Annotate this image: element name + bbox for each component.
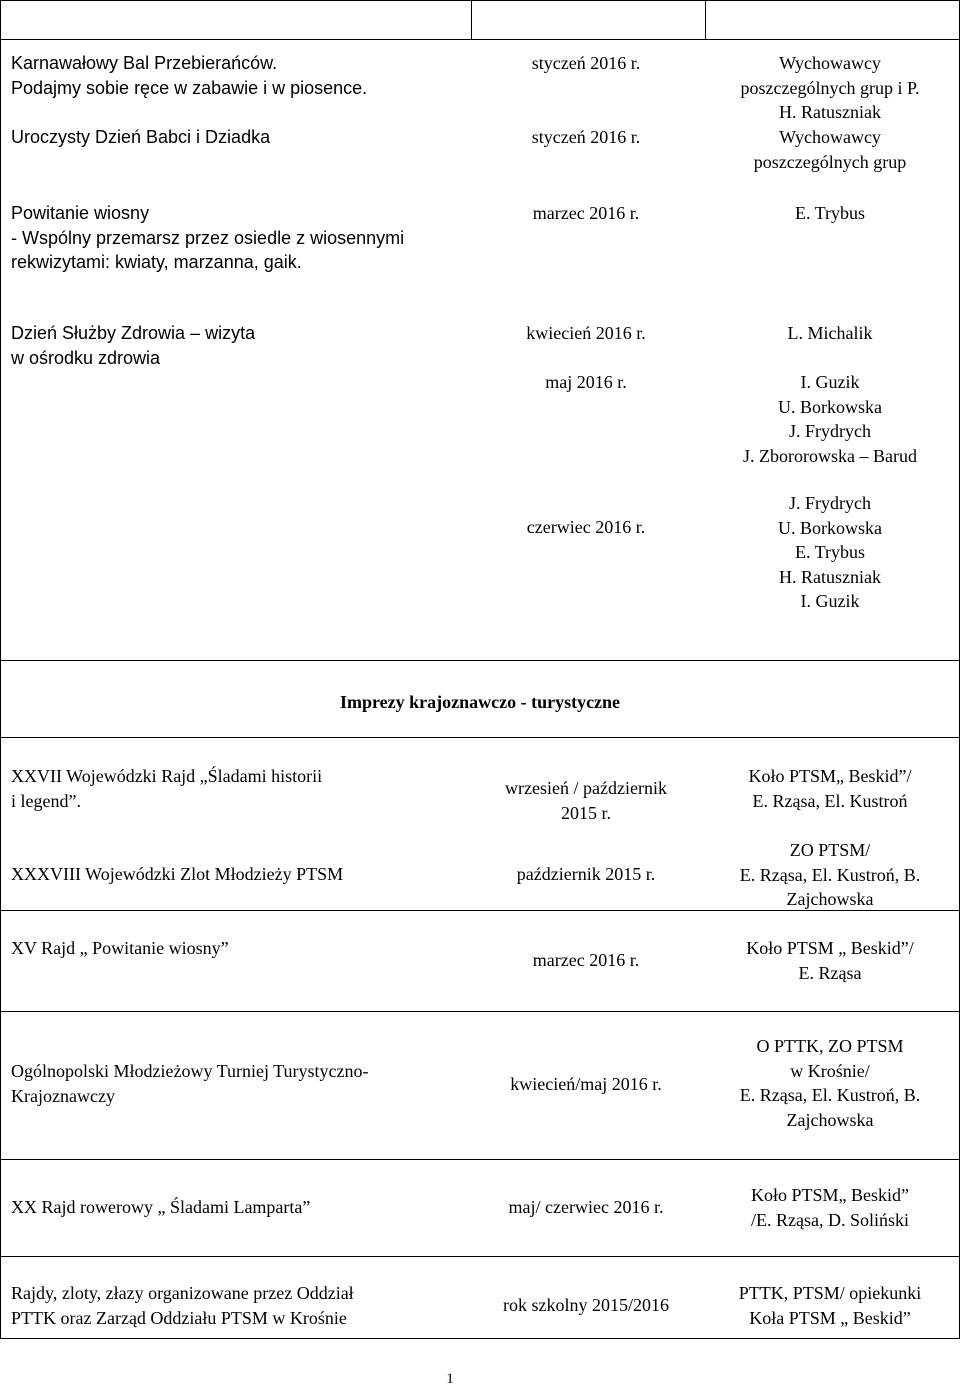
date-cell: styczeń 2016 r. <box>531 127 641 147</box>
date-cell: kwiecień 2016 r. <box>526 323 646 343</box>
column-divider <box>471 0 472 39</box>
event-cell: Uroczysty Dzień Babci i Dziadka <box>11 127 271 147</box>
page-number: 1 <box>446 1371 454 1387</box>
date-cell: czerwiec 2016 r. <box>526 517 646 537</box>
person-cell: Wychowawcy poszczególnych grup i P. H. Ratuszniak <box>740 53 920 122</box>
date-cell: marzec 2016 r. <box>532 950 640 970</box>
event-cell: Dzień Służby Zdrowia – wizyta w ośrodku zdrowia <box>11 323 256 368</box>
row-divider <box>0 1256 960 1257</box>
person-cell: ZO PTSM/ E. Rząsa, El. Kustroń, B. Zajchowska <box>739 840 921 909</box>
row-divider <box>0 1159 960 1160</box>
person-cell: L. Michalik <box>787 323 873 343</box>
column-divider <box>705 0 706 39</box>
date-cell: październik 2015 r. <box>516 864 656 884</box>
row-divider <box>0 39 960 40</box>
table-border-top <box>0 0 960 1</box>
event-cell: Ogólnopolski Młodzieżowy Turniej Turystyczno- Krajoznawczy <box>11 1061 369 1106</box>
person-cell: Koło PTSM„ Beskid” /E. Rząsa, D. Soliński <box>750 1185 909 1230</box>
row-divider <box>0 737 960 738</box>
table-border-bottom <box>0 1338 960 1339</box>
date-cell: maj 2016 r. <box>545 372 627 392</box>
event-cell: Powitanie wiosny - Wspólny przemarsz przez osiedle z wiosennymi rekwizytami: kwiaty, marzanna, gaik. <box>11 203 405 272</box>
person-cell: Koło PTSM„ Beskid”/ E. Rząsa, El. Kustroń <box>748 766 912 811</box>
person-cell: Koło PTSM „ Beskid”/ E. Rząsa <box>746 938 914 983</box>
section-heading: Imprezy krajoznawczo - turystyczne <box>339 692 621 712</box>
person-cell: I. Guzik U. Borkowska J. Frydrych J. Zbororowska – Barud <box>743 372 917 466</box>
event-cell: Rajdy, zloty, złazy organizowane przez Oddział PTTK oraz Zarząd Oddziału PTSM w Krośnie <box>11 1283 354 1328</box>
date-cell: kwiecień/maj 2016 r. <box>510 1074 662 1094</box>
row-divider <box>0 1011 960 1012</box>
date-cell: styczeń 2016 r. <box>531 53 641 73</box>
event-cell: XXVII Wojewódzki Rajd „Śladami historii i legend”. <box>11 766 323 811</box>
date-cell: maj/ czerwiec 2016 r. <box>508 1197 664 1217</box>
person-cell: Wychowawcy poszczególnych grup <box>753 127 907 172</box>
row-divider <box>0 660 960 661</box>
person-cell: E. Trybus <box>794 203 866 223</box>
event-cell: XV Rajd „ Powitanie wiosny” <box>11 938 229 958</box>
event-cell: Karnawałowy Bal Przebierańców. Podajmy sobie ręce w zabawie i w piosence. <box>11 53 368 98</box>
person-cell: J. Frydrych U. Borkowska E. Trybus H. Ratuszniak I. Guzik <box>778 493 882 611</box>
event-cell: XXXVIII Wojewódzki Zlot Młodzieży PTSM <box>11 864 344 884</box>
date-cell: rok szkolny 2015/2016 <box>503 1295 669 1315</box>
person-cell: PTTK, PTSM/ opiekunki Koła PTSM „ Beskid” <box>738 1283 922 1328</box>
person-cell: O PTTK, ZO PTSM w Krośnie/ E. Rząsa, El. Kustroń, B. Zajchowska <box>739 1036 921 1130</box>
event-cell: XX Rajd rowerowy „ Śladami Lamparta” <box>11 1197 311 1217</box>
date-cell: wrzesień / październik 2015 r. <box>505 778 667 823</box>
date-cell: marzec 2016 r. <box>532 203 640 223</box>
